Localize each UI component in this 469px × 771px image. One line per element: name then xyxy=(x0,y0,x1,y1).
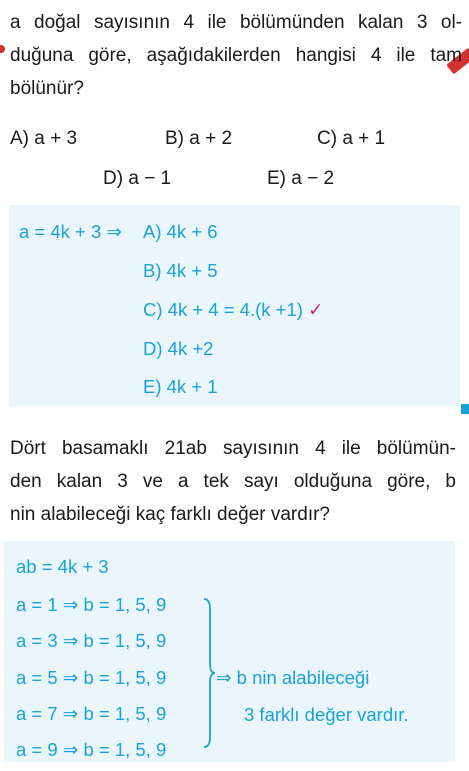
solution-2-conclusion-1: ⇒ b nin alabileceği xyxy=(216,667,370,688)
margin-marker xyxy=(461,404,469,414)
option-c: C) a + 1 xyxy=(317,128,386,149)
solution-1-item-c xyxy=(143,299,324,321)
solution-2-conclusion-2: 3 farklı değer vardır. xyxy=(244,704,409,725)
solution-1-item-e: E) 4k + 1 xyxy=(143,376,218,397)
question-1 xyxy=(10,6,462,105)
check-icon: ✓ xyxy=(308,299,324,320)
solution-2-row: a = 3 ⇒ b = 1, 5, 9 xyxy=(16,630,167,651)
question-1-line: duğuna göre, aşağıdakilerden hangisi 4 ile tam xyxy=(10,45,462,66)
solution-2-row: a = 1 ⇒ b = 1, 5, 9 xyxy=(16,594,167,615)
page-edge-marker xyxy=(0,45,5,53)
option-e: E) a − 2 xyxy=(267,168,335,189)
option-b: B) a + 2 xyxy=(165,128,233,149)
option-d: D) a − 1 xyxy=(103,168,172,189)
question-2-line: Dört basamaklı 21ab sayısının 4 ile bölümün- xyxy=(10,438,456,459)
solution-2-header: ab = 4k + 3 xyxy=(16,556,109,577)
solution-1-item-c-text: C) 4k + 4 = 4.(k +1) xyxy=(143,299,303,320)
question-2 xyxy=(10,432,456,531)
question-1-line: bölünür? xyxy=(10,78,84,99)
solution-2-row: a = 7 ⇒ b = 1, 5, 9 xyxy=(16,703,167,724)
solution-2-row: a = 5 ⇒ b = 1, 5, 9 xyxy=(16,667,167,688)
solution-1-item-a: A) 4k + 6 xyxy=(143,221,218,242)
question-2-line: nin alabileceği kaç farklı değer vardır? xyxy=(10,504,331,525)
question-2-line: den kalan 3 ve a tek sayı olduğuna göre, b xyxy=(10,471,456,492)
solution-1-prefix: a = 4k + 3 ⇒ xyxy=(19,221,122,242)
option-a: A) a + 3 xyxy=(10,128,78,149)
solution-1-item-b: B) 4k + 5 xyxy=(143,260,218,281)
question-1-line: a doğal sayısının 4 ile bölümünden kalan 3 ol- xyxy=(10,12,462,33)
right-brace xyxy=(202,597,216,749)
solution-1-item-d: D) 4k +2 xyxy=(143,338,214,359)
solution-2-row: a = 9 ⇒ b = 1, 5, 9 xyxy=(16,739,167,760)
